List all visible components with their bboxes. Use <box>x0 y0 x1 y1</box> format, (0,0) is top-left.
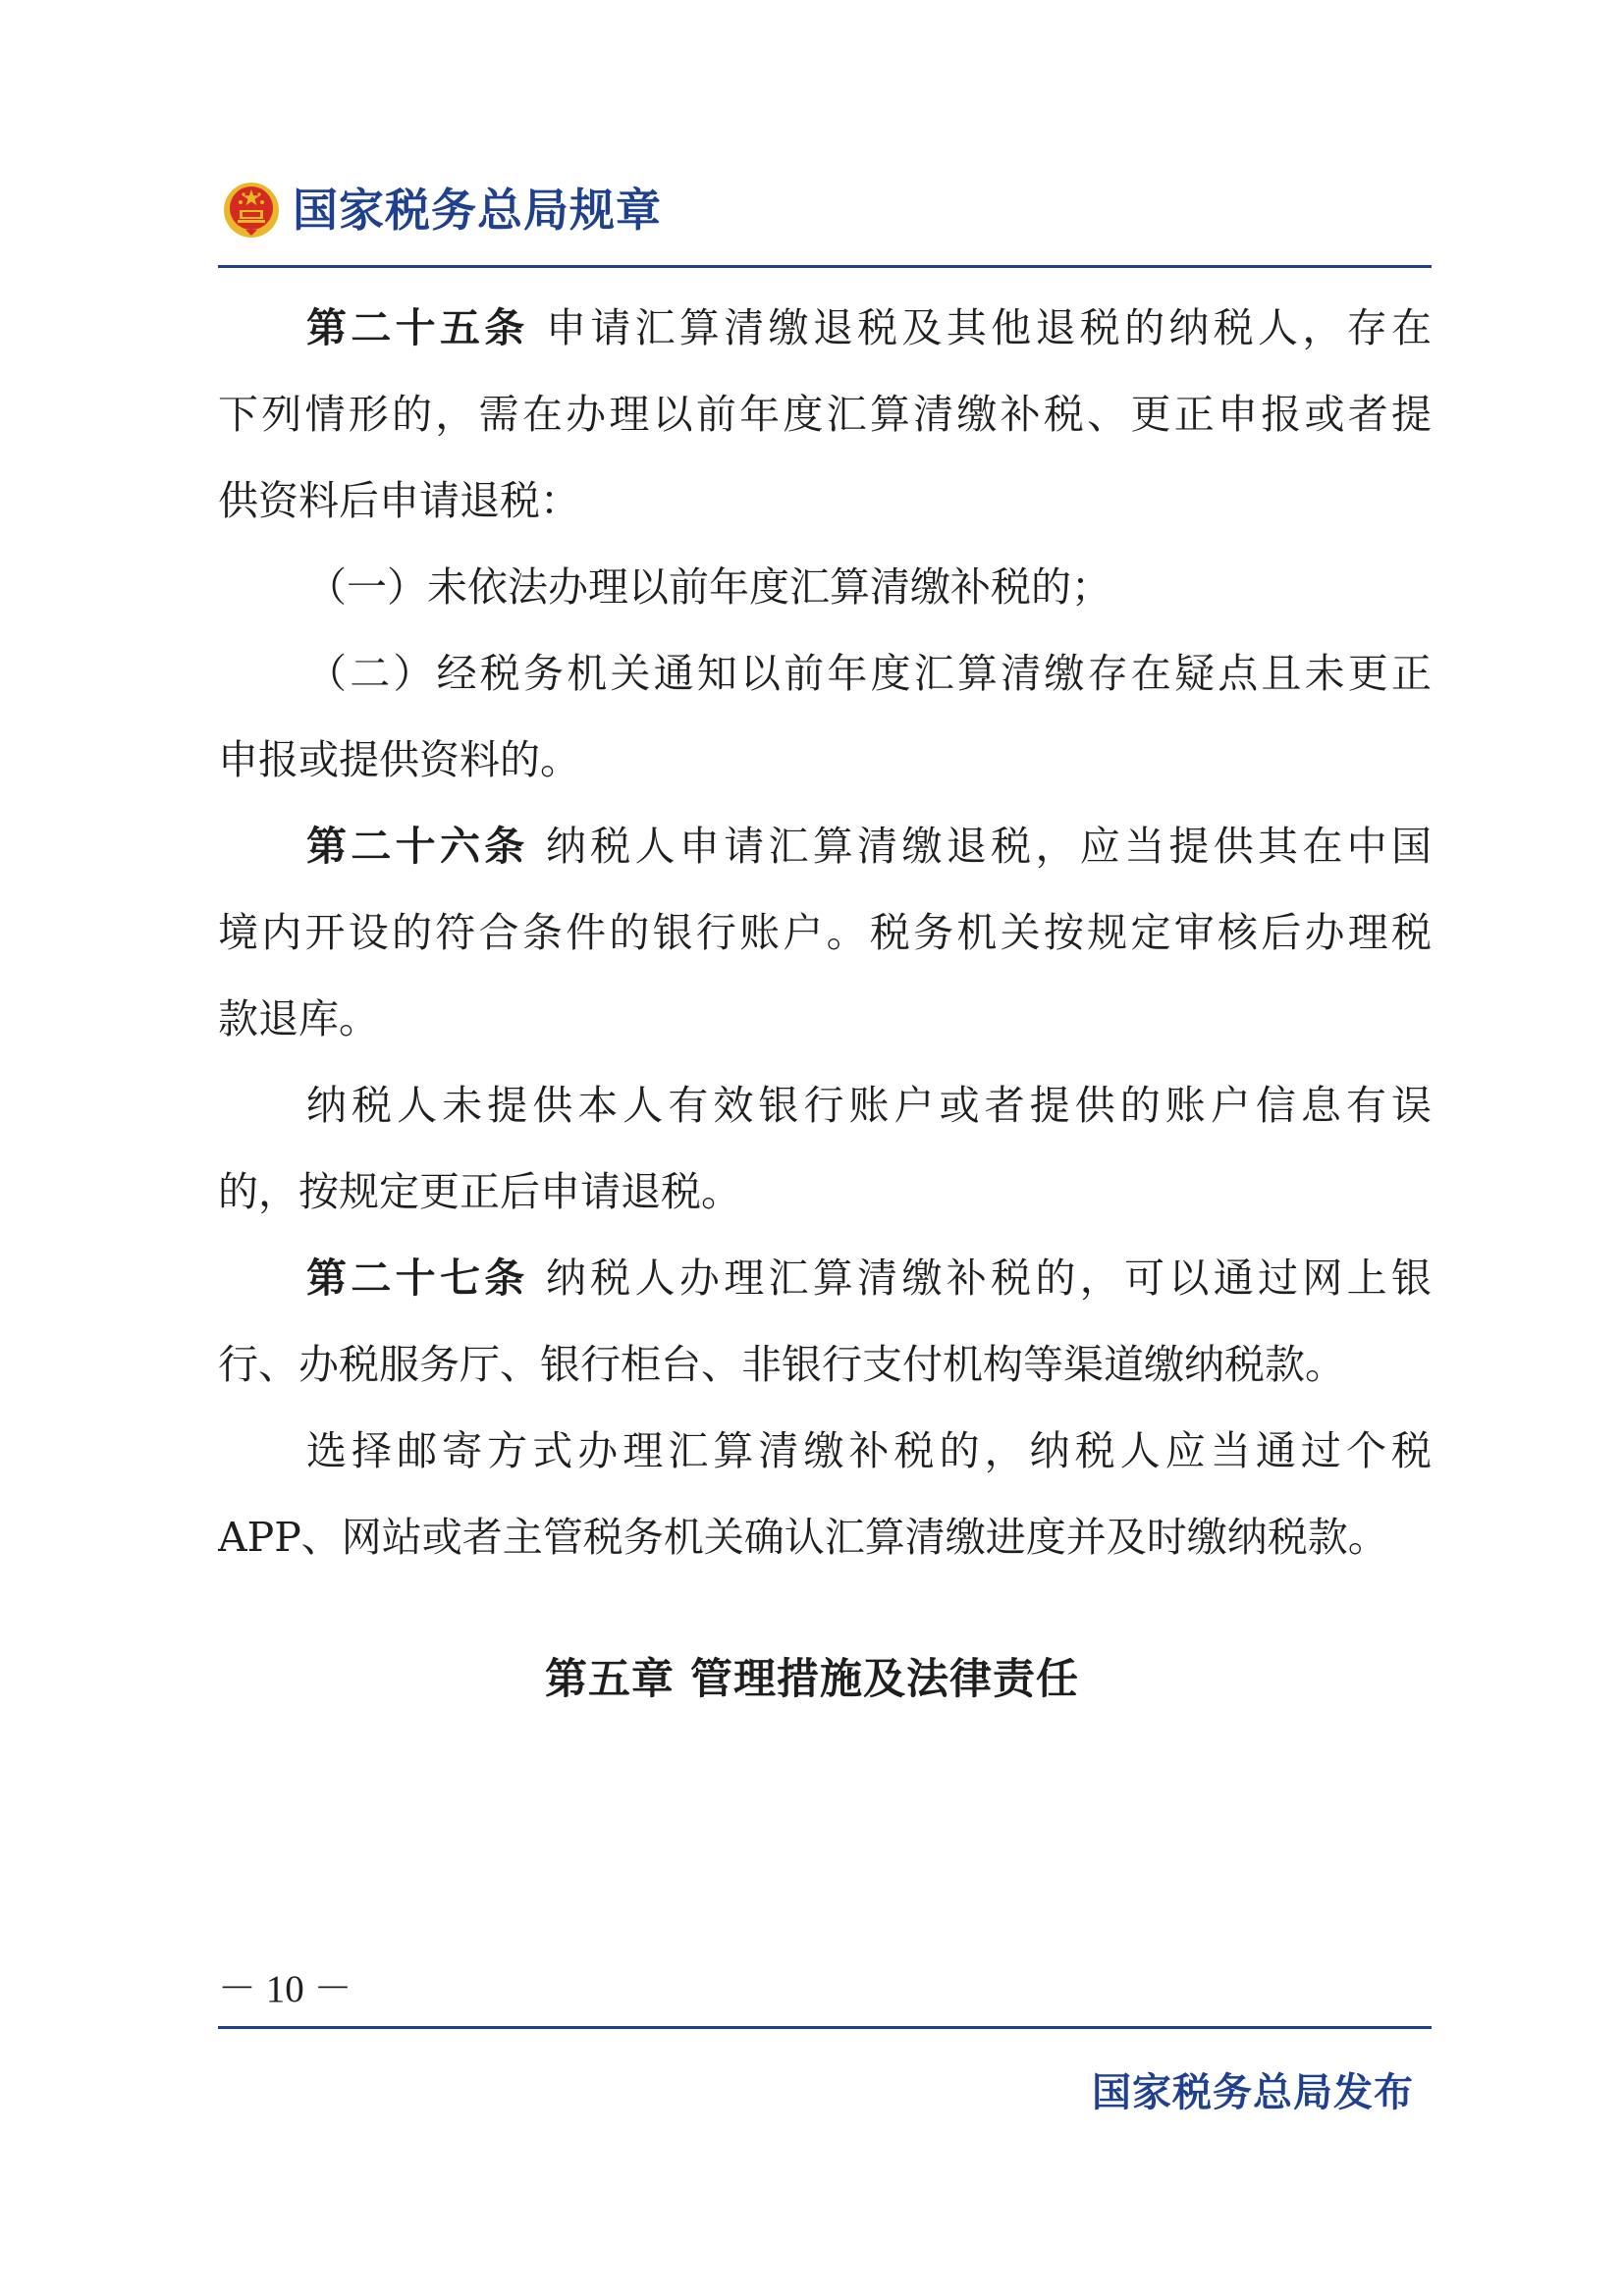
page-number: － 10 － <box>218 1968 352 2010</box>
line-text: 款退库。 <box>218 995 379 1042</box>
national-emblem-icon <box>222 181 281 240</box>
line-text: 下列情形的，需在办理以前年度汇算清缴补税、更正申报或者提 <box>218 391 1432 438</box>
line-text: （一）未依法办理以前年度汇算清缴补税的； <box>306 563 1111 611</box>
footer-rule <box>218 2026 1432 2029</box>
paragraph <box>218 1408 1432 1580</box>
line-text: 纳税人办理汇算清缴补税的，可以通过网上银 <box>528 1255 1432 1302</box>
text-line <box>218 803 1432 889</box>
article-number: 第二十六条 <box>306 823 529 870</box>
footer-publisher: 国家税务总局发布 <box>1092 2071 1414 2114</box>
line-text: （二）经税务机关通知以前年度汇算清缴存在疑点且未更正 <box>306 650 1432 697</box>
line-text: 申报或提供资料的。 <box>218 736 580 783</box>
line-text: 境内开设的符合条件的银行账户。税务机关按规定审核后办理税 <box>218 909 1432 956</box>
text-line <box>218 1148 1432 1235</box>
paragraph <box>218 630 1432 803</box>
text-line <box>218 544 1432 630</box>
document-body <box>218 285 1432 1580</box>
text-line <box>218 1408 1432 1494</box>
text-line <box>218 371 1432 457</box>
line-text: 纳税人未提供本人有效银行账户或者提供的账户信息有误 <box>306 1082 1432 1129</box>
paragraph <box>218 803 1432 1062</box>
paragraph <box>218 285 1432 544</box>
text-line <box>218 1321 1432 1408</box>
chapter-heading: 第五章 管理措施及法律责任 <box>545 1655 1079 1704</box>
document-header <box>218 173 1432 241</box>
line-text: 申请汇算清缴退税及其他退税的纳税人，存在 <box>528 304 1432 351</box>
text-line <box>218 889 1432 976</box>
article-number: 第二十七条 <box>306 1255 529 1302</box>
text-line <box>218 976 1432 1062</box>
text-line <box>218 1062 1432 1148</box>
paragraph <box>218 1235 1432 1408</box>
line-text: 行、办税服务厅、银行柜台、非银行支付机构等渠道缴纳税款。 <box>218 1341 1345 1388</box>
article-number: 第二十五条 <box>306 304 529 351</box>
text-line <box>218 1494 1432 1580</box>
paragraph <box>218 544 1432 630</box>
line-text: 供资料后申请退税： <box>218 477 580 524</box>
line-text: 纳税人申请汇算清缴退税，应当提供其在中国 <box>528 823 1432 870</box>
header-rule <box>218 265 1432 268</box>
line-text: 选择邮寄方式办理汇算清缴补税的，纳税人应当通过个税 <box>306 1427 1432 1474</box>
paragraph <box>218 1062 1432 1235</box>
text-line <box>218 630 1432 717</box>
line-text: APP、网站或者主管税务机关确认汇算清缴进度并及时缴纳税款。 <box>218 1514 1388 1561</box>
text-line <box>218 1235 1432 1321</box>
line-text: 的，按规定更正后申请退税。 <box>218 1168 741 1215</box>
text-line <box>218 285 1432 371</box>
text-line <box>218 457 1432 544</box>
text-line <box>218 717 1432 803</box>
header-title: 国家税务总局规章 <box>293 185 662 236</box>
